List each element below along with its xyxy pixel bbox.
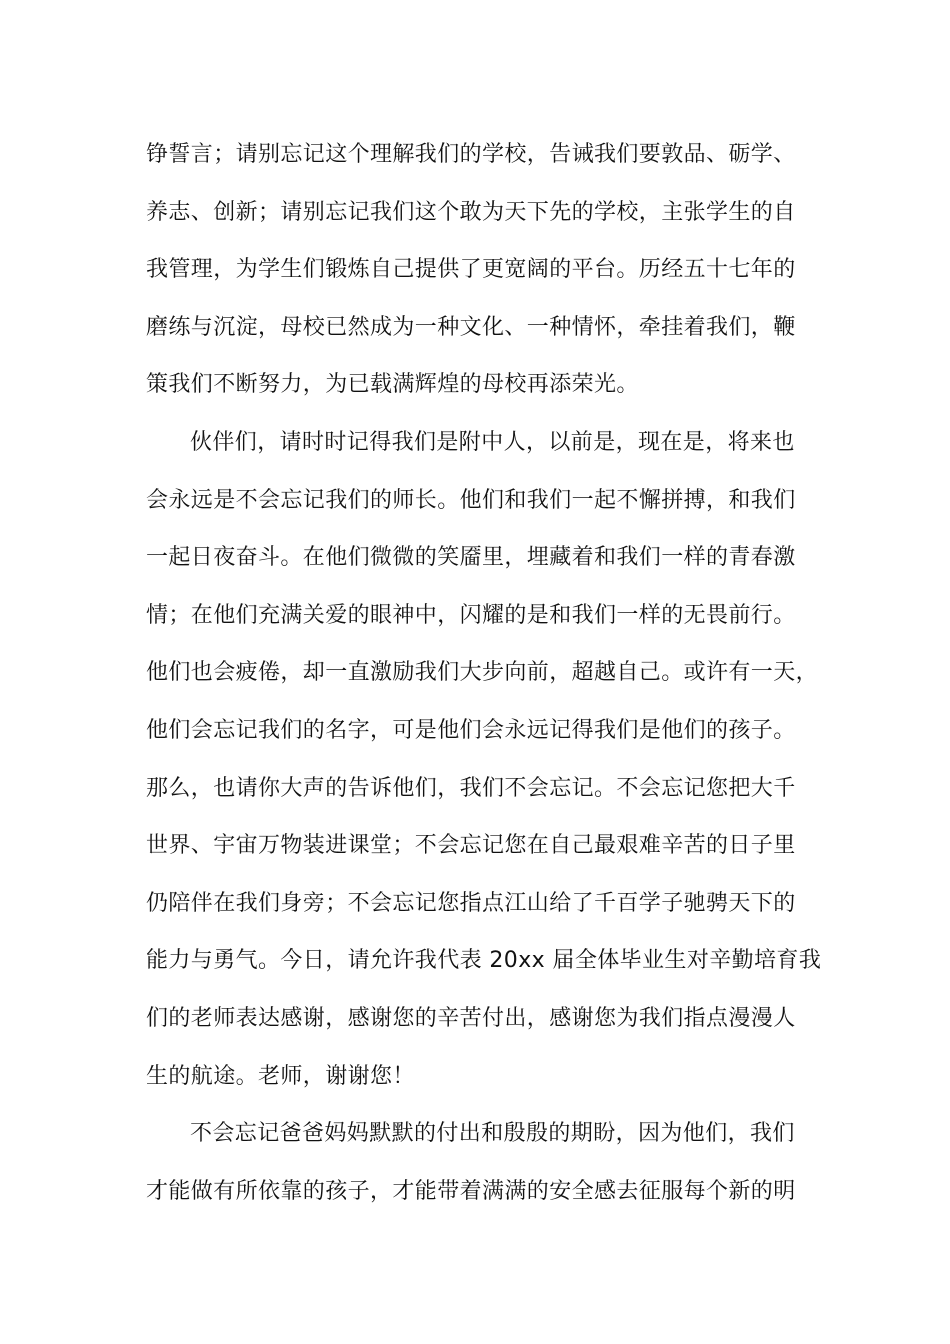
text-line: 会永远是不会忘记我们的师长。他们和我们一起不懈拼搏，和我们	[146, 487, 796, 513]
paragraph-start-line: 伙伴们，请时时记得我们是附中人，以前是，现在是，将来也	[190, 429, 795, 455]
text-line: 世界、宇宙万物装进课堂；不会忘记您在自己最艰难辛苦的日子里	[146, 833, 796, 859]
text-line: 能力与勇气。今日，请允许我代表 20xx 届全体毕业生对辛勤培育我	[146, 948, 822, 974]
text-line: 我管理，为学生们锻炼自己提供了更宽阔的平台。历经五十七年的	[146, 257, 796, 283]
text-line: 策我们不断努力，为已载满辉煌的母校再添荣光。	[146, 372, 639, 398]
text-line: 们的老师表达感谢，感谢您的辛苦付出，感谢您为我们指点漫漫人	[146, 1005, 796, 1031]
text-line: 情；在他们充满关爱的眼神中，闪耀的是和我们一样的无畏前行。	[146, 602, 796, 628]
text-line: 仍陪伴在我们身旁；不会忘记您指点江山给了千百学子驰骋天下的	[146, 890, 796, 916]
text-line: 磨练与沉淀，母校已然成为一种文化、一种情怀，牵挂着我们，鞭	[146, 314, 796, 340]
text-line: 他们也会疲倦，却一直激励我们大步向前，超越自己。或许有一天，	[146, 660, 819, 686]
document-body	[146, 126, 826, 1220]
text-line: 那么，也请你大声的告诉他们，我们不会忘记。不会忘记您把大千	[146, 775, 796, 801]
text-line: 他们会忘记我们的名字，可是他们会永远记得我们是他们的孩子。	[146, 717, 796, 743]
text-line: 一起日夜奋斗。在他们微微的笑靥里，埋藏着和我们一样的青春激	[146, 545, 796, 571]
paragraph-start-line: 不会忘记爸爸妈妈默默的付出和殷殷的期盼，因为他们，我们	[190, 1121, 795, 1147]
text-line: 才能做有所依靠的孩子，才能带着满满的安全感去征服每个新的明	[146, 1178, 796, 1204]
text-line: 养志、创新；请别忘记我们这个敢为天下先的学校，主张学生的自	[146, 199, 796, 225]
text-line: 铮誓言；请别忘记这个理解我们的学校，告诫我们要敦品、砺学、	[146, 142, 796, 167]
text-line: 生的航途。老师，谢谢您！	[146, 1063, 415, 1089]
